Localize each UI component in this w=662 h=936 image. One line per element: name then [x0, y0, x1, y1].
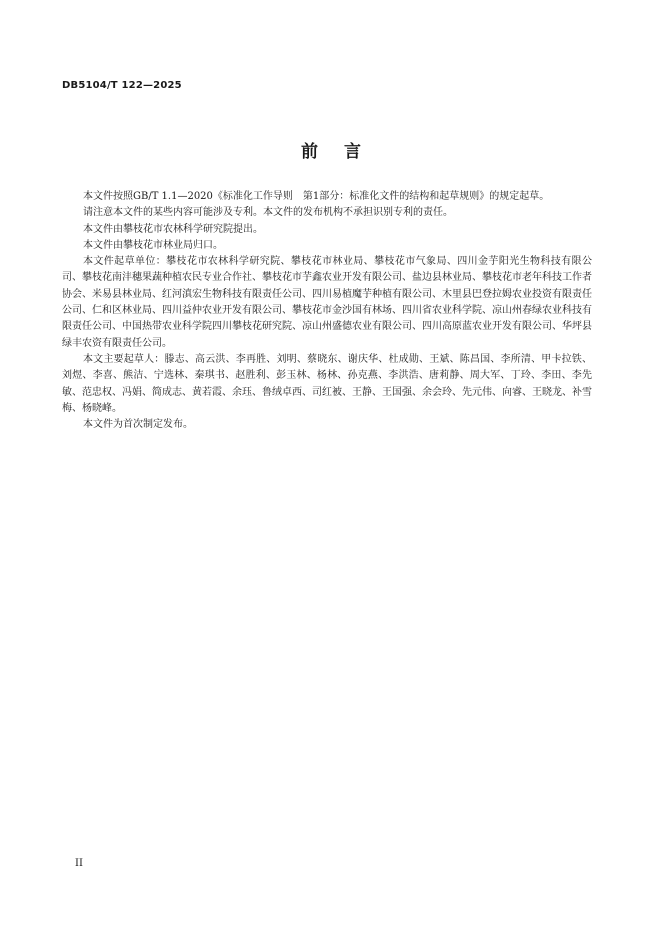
paragraph-responsible-body: 本文件由攀枝花市林业局归口。 — [83, 239, 223, 251]
paragraph-proposer: 本文件由攀枝花市农林科学研究院提出。 — [83, 223, 263, 235]
page-number: II — [75, 858, 83, 869]
paragraph-drafters: 本文主要起草人：滕志、高云洪、李再胜、刘明、蔡晓东、谢庆华、杜成勋、王斌、陈昌国、李所清、甲卡拉铁、刘煜、李喜、熊洁、宁选林、秦琪书、赵胜利、彭玉林、杨林、孙克燕、李洪浩、唐莉静、周大军、丁玲、李田、李先敏、范忠权、冯娟、简成志、黄若霞、余珏、鲁绒卓西、司红被、王静、王国强、余会玲、先元伟、向睿、王晓龙、补雪梅、杨晓峰。 — [62, 353, 592, 414]
paragraph-drafting-units: 本文件起草单位：攀枝花市农林科学研究院、攀枝花市林业局、攀枝花市气象局、四川金芋阳光生物科技有限公司、攀枝花南沣穗果蔬种植农民专业合作社、攀枝花市芋鑫农业开发有限公司、盐边县林业局、攀枝花市老年科技工作者协会、米易县林业局、红河滇宏生物科技有限责任公司、四川易植魔芋种植有限公司、木里县巴登拉姆农业投资有限责任公司、仁和区林业局、四川益仲农业开发有限公司、攀枝花市金沙国有林场、四川省农业科学院、凉山州春绿农业科技有限责任公司、中国热带农业科学院四川攀枝花研究院、凉山州盛德农业有限公司、四川高原蓝农业开发有限公司、华坪县绿丰农资有限责任公司。 — [62, 256, 592, 349]
paragraph-patent-notice: 请注意本文件的某些内容可能涉及专利。本文件的发布机构不承担识别专利的责任。 — [83, 207, 453, 219]
page-title: 前言 — [301, 142, 387, 162]
paragraph-first-release: 本文件为首次制定发布。 — [83, 419, 193, 431]
paragraph-drafting-rules: 本文件按照GB/T 1.1—2020《标准化工作导则 第1部分：标准化文件的结构和起草规则》的规定起草。 — [83, 191, 550, 202]
document-code: DB5104/T 122—2025 — [62, 80, 182, 91]
foreword-body — [62, 189, 592, 433]
